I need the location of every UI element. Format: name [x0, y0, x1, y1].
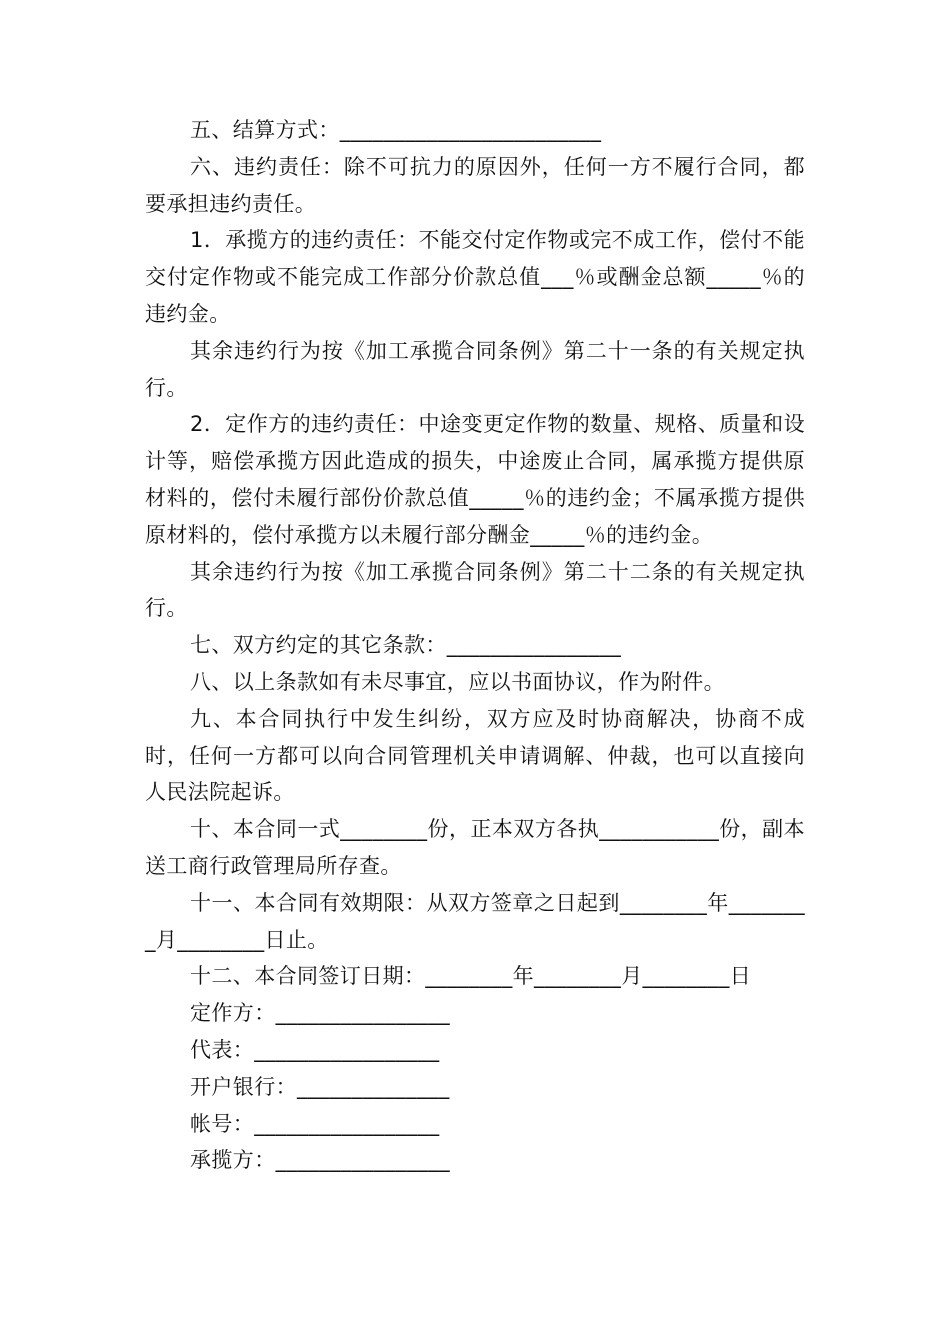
- signature-representative: 代表：_________________: [190, 1037, 440, 1062]
- clause-supplement: 八、以上条款如有未尽事宜，应以书面协议，作为附件。: [190, 669, 725, 694]
- clause-contractor-other: 其余违约行为按《加工承揽合同条例》第二十一条的有关规定执行。: [145, 338, 805, 400]
- contract-page: [145, 112, 805, 1179]
- clause-breach-liability: 六、违约责任：除不可抗力的原因外，任何一方不履行合同，都要承担违约责任。: [145, 154, 805, 216]
- clause-orderer-other: 其余违约行为按《加工承揽合同条例》第二十二条的有关规定执行。: [145, 559, 805, 621]
- clause-validity: 十一、本合同有效期限：从双方签章之日起到________年________月________日止。: [145, 890, 805, 952]
- signature-account: 帐号：_________________: [190, 1111, 440, 1136]
- clause-settlement-method: 五、结算方式：________________________: [190, 118, 602, 142]
- signature-contractor: 承揽方：________________: [190, 1148, 450, 1173]
- clause-orderer-liability: 2．定作方的违约责任：中途变更定作物的数量、规格、质量和设计等，赔偿承揽方因此造成的损失，中途废止合同，属承揽方提供原材料的，偿付未履行部份价款总值_____％的违约金；不属承揽方提供原材料的，偿付承揽方以未履行部分酬金_____％的违约金。: [145, 412, 805, 547]
- clause-contractor-liability: 1．承揽方的违约责任：不能交付定作物或完不成工作，偿付不能交付定作物或不能完成工作部分价款总值___％或酬金总额_____％的违约金。: [145, 228, 805, 326]
- clause-disputes: 九、本合同执行中发生纠纷，双方应及时协商解决，协商不成时，任何一方都可以向合同管理机关申请调解、仲裁，也可以直接向人民法院起诉。: [145, 706, 805, 805]
- signature-orderer: 定作方：________________: [190, 1001, 450, 1026]
- clause-other-terms: 七、双方约定的其它条款：________________: [190, 633, 622, 658]
- clause-sign-date: 十二、本合同签订日期：________年________月________日: [190, 964, 752, 989]
- clause-copies: 十、本合同一式________份，正本双方各执___________份，副本送工商行政管理局所存查。: [145, 817, 805, 878]
- signature-bank: 开户银行：______________: [190, 1074, 450, 1099]
